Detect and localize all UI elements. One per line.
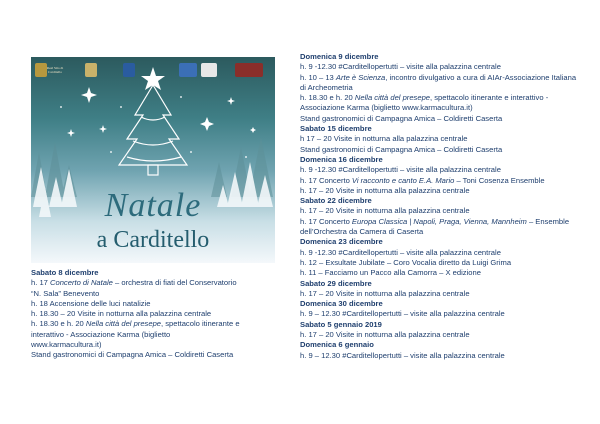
text-segment: h 17 – 20 Visite in notturna alla palazzina centrale <box>300 134 468 144</box>
program-line <box>31 350 240 360</box>
program-line <box>31 289 240 299</box>
text-segment: Domenica 30 dicembre <box>300 299 383 309</box>
date-heading <box>300 155 576 165</box>
program-right-column <box>300 52 576 361</box>
text-segment: di Archeometria <box>300 82 353 92</box>
text-segment: h. 9 -12.30 #Carditellopertutti – visite alla palazzina centrale <box>300 165 501 175</box>
program-line <box>300 258 576 268</box>
text-segment: Stand gastronomici di Campagna Amica – Coldiretti Caserta <box>300 144 503 154</box>
text-segment: , incontro divulgativo a cura di AIAr-Associazione Italiana <box>385 72 577 82</box>
program-line <box>300 309 576 319</box>
text-segment: h. 9 -12.30 #Carditellopertutti – visite alla palazzina centrale <box>300 62 501 72</box>
text-segment: Domenica 16 dicembre <box>300 154 383 164</box>
event-poster <box>31 57 275 263</box>
program-line <box>300 217 576 227</box>
event-title: Arte è Scienza <box>335 72 386 82</box>
text-segment: h. 10 – 13 <box>300 72 336 82</box>
event-title: Nella città del presepe <box>354 93 431 103</box>
program-line <box>300 268 576 278</box>
program-line <box>300 83 576 93</box>
text-segment: h. 17 – 20 Visite in notturna alla palazzina centrale <box>300 330 470 340</box>
logo-bar <box>31 57 275 81</box>
text-segment: h. 9 -12.30 #Carditellopertutti – visite alla palazzina centrale <box>300 247 501 257</box>
program-line <box>300 145 576 155</box>
event-title: Vi racconto e canto E.A. Mario <box>351 175 455 185</box>
text-segment: – Toni Cosenza Ensemble <box>454 175 545 185</box>
logo-text: Real Sito di Carditello <box>46 66 64 74</box>
program-line <box>31 340 240 350</box>
text-segment: h. 12 – Exsultate Jubilate – Coro Vocalia diretto da Luigi Grima <box>300 257 512 267</box>
date-heading <box>300 124 576 134</box>
text-segment: dell’Orchestra da Camera di Caserta <box>300 227 424 237</box>
program-line <box>300 134 576 144</box>
text-segment: Sabato 8 dicembre <box>31 268 99 277</box>
text-segment: Domenica 6 gennaio <box>300 340 374 350</box>
program-line <box>300 227 576 237</box>
text-segment: h. 18.30 e h. 20 <box>300 93 355 103</box>
program-line <box>300 114 576 124</box>
date-heading <box>31 268 240 278</box>
program-line <box>31 278 240 288</box>
text-segment: Sabato 29 dicembre <box>300 278 372 288</box>
text-segment: “N. Sala” Benevento <box>31 288 100 298</box>
text-segment: – Ensemble <box>526 216 570 226</box>
partner-logo-icon <box>201 63 217 77</box>
text-segment: www.karmacultura.it) <box>31 340 102 350</box>
text-segment: – orchestra di fiati del Conservatorio <box>112 278 237 288</box>
program-line <box>31 299 240 309</box>
text-segment: h. 17 – 20 Visite in notturna alla palazzina centrale <box>300 288 470 298</box>
text-segment: Stand gastronomici di Campagna Amica – Coldiretti Caserta <box>31 350 234 360</box>
program-line <box>31 330 240 340</box>
event-title: Concerto di Natale <box>50 278 113 288</box>
event-title: Europa Classica | Napoli, Praga, Vienna, Mannheim <box>351 216 527 226</box>
text-segment: , spettacolo itinerante e <box>161 319 240 329</box>
program-line <box>300 103 576 113</box>
date-heading <box>300 299 576 309</box>
text-segment: h. 17 Concerto <box>300 175 352 185</box>
program-line <box>300 330 576 340</box>
text-segment: h. 18.30 – 20 Visite in notturna alla palazzina centrale <box>31 309 212 319</box>
text-segment: Sabato 15 dicembre <box>300 124 372 134</box>
text-segment: h. 17 <box>31 278 50 288</box>
christmas-tree-icon <box>119 85 187 175</box>
program-line <box>31 319 240 329</box>
program-line <box>300 73 576 83</box>
date-heading <box>300 196 576 206</box>
text-segment: Domenica 23 dicembre <box>300 237 383 247</box>
poster-title: Natale <box>104 187 202 224</box>
program-line <box>300 62 576 72</box>
text-segment: Associazione Karma (biglietto www.karmacultura.it) <box>300 103 473 113</box>
program-line <box>300 165 576 175</box>
text-segment: Sabato 22 dicembre <box>300 196 372 206</box>
text-segment: h. 11 – Facciamo un Pacco alla Camorra – X edizione <box>300 268 481 278</box>
date-heading <box>300 320 576 330</box>
text-segment: h. 18 Accensione delle luci natalizie <box>31 298 151 308</box>
municipality-crest-icon <box>85 63 97 77</box>
program-line <box>31 309 240 319</box>
text-segment: h. 9 – 12.30 #Carditellopertutti – visite alla palazzina centrale <box>300 309 505 319</box>
text-segment: interattivo - Associazione Karma (biglietto <box>31 329 171 339</box>
program-line <box>300 351 576 361</box>
program-left-column <box>31 268 240 361</box>
program-line <box>300 186 576 196</box>
text-segment: h. 9 – 12.30 #Carditellopertutti – visite alla palazzina centrale <box>300 350 505 360</box>
program-line <box>300 176 576 186</box>
text-segment: h. 17 – 20 Visite in notturna alla palazzina centrale <box>300 206 470 216</box>
accessibility-logo-icon <box>179 63 197 77</box>
poster-subtitle: a Carditello <box>96 227 210 253</box>
foundation-logo-icon <box>235 63 263 77</box>
text-segment: h. 17 – 20 Visite in notturna alla palazzina centrale <box>300 185 470 195</box>
program-line <box>300 93 576 103</box>
text-segment: Stand gastronomici di Campagna Amica – Coldiretti Caserta <box>300 113 503 123</box>
program-line <box>300 289 576 299</box>
ministry-logo-icon <box>123 63 135 77</box>
text-segment: Sabato 5 gennaio 2019 <box>300 319 382 329</box>
date-heading <box>300 340 576 350</box>
program-line <box>300 206 576 216</box>
text-segment: , spettacolo itinerante e interattivo - <box>430 93 549 103</box>
program-line <box>300 248 576 258</box>
date-heading <box>300 279 576 289</box>
date-heading <box>300 52 576 62</box>
event-title: Nella città del presepe <box>85 319 162 329</box>
text-segment: h. 18.30 e h. 20 <box>31 319 86 329</box>
text-segment: Domenica 9 dicembre <box>300 52 379 61</box>
date-heading <box>300 237 576 247</box>
text-segment: h. 17 Concerto <box>300 216 352 226</box>
